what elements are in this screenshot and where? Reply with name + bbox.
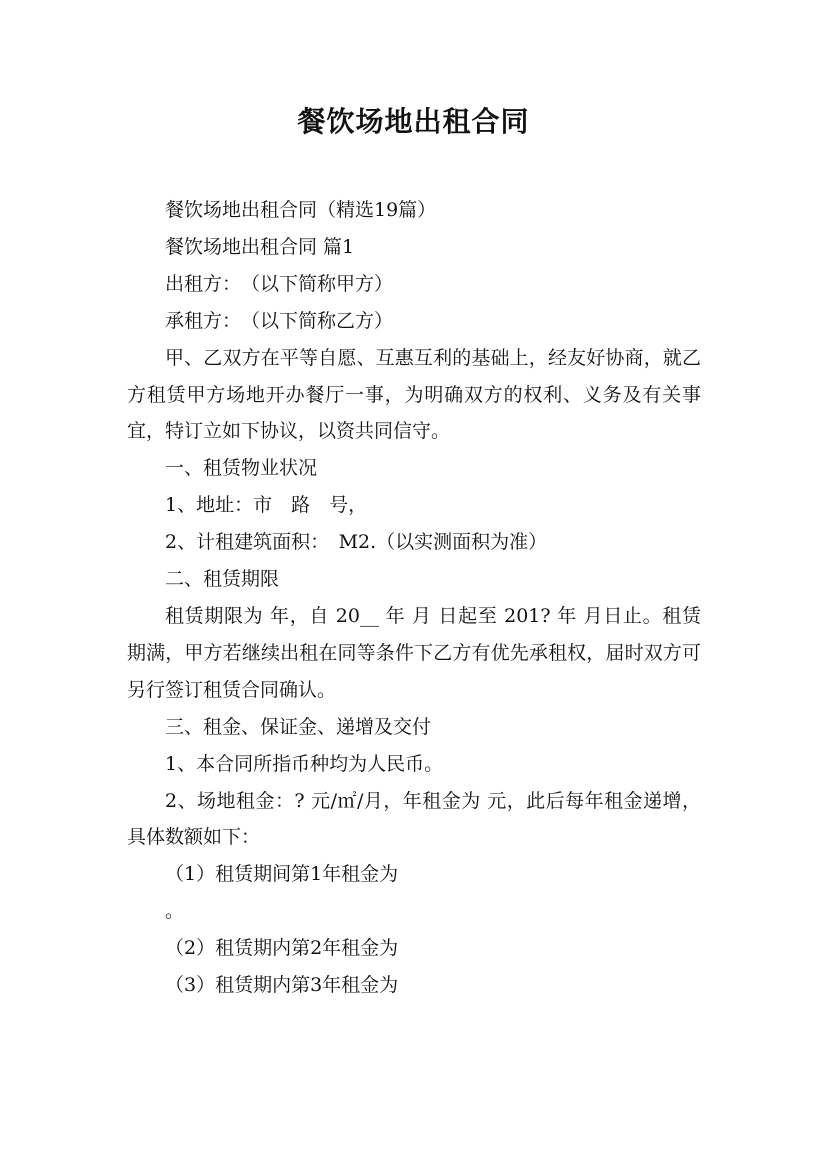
paragraph-preamble: 甲、乙双方在平等自愿、互惠互利的基础上，经友好协商，就乙方租赁甲方场地开办餐厅一事，为明确双方的权利、义务及有关事宜，特订立如下协议，以资共同信守。 [127, 346, 701, 443]
paragraph-heading-property: 一、租赁物业状况 [165, 457, 318, 480]
document-title: 餐饮场地出租合同 [297, 105, 530, 138]
document-body [127, 192, 701, 1004]
paragraph-currency: 1、本合同所指币种均为人民币。 [165, 752, 444, 775]
paragraph-area: 2、计租建筑面积： M2.（以实测面积为准） [165, 531, 548, 554]
paragraph-period: 。 [165, 900, 185, 923]
paragraph-heading-term: 二、租赁期限 [165, 568, 280, 591]
paragraph-address: 1、地址：市 路 号， [165, 494, 368, 517]
paragraph-lessor: 出租方： （以下简称甲方） [165, 272, 394, 295]
paragraph-rent-year-1: （1）租赁期间第1年租金为 [165, 863, 399, 886]
paragraph-subtitle: 餐饮场地出租合同（精选19篇） [165, 199, 437, 221]
paragraph-rent-year-2: （2）租赁期内第2年租金为 [165, 937, 399, 960]
paragraph-section-heading: 餐饮场地出租合同 篇1 [165, 235, 355, 258]
paragraph-lessee: 承租方： （以下简称乙方） [165, 309, 394, 332]
paragraph-term: 租赁期限为 年，自 20__ 年 月 日起至 201? 年 月日止。租赁期满，甲方若继续出租在同等条件下乙方有优先承租权，届时双方可另行签订租赁合同确认。 [127, 604, 701, 701]
paragraph-rent: 2、场地租金：? 元/㎡/月，年租金为 元，此后每年租金递增，具体数额如下： [127, 789, 701, 849]
paragraph-rent-year-3: （3）租赁期内第3年租金为 [165, 974, 399, 997]
paragraph-heading-rent: 三、租金、保证金、递增及交付 [165, 715, 432, 738]
